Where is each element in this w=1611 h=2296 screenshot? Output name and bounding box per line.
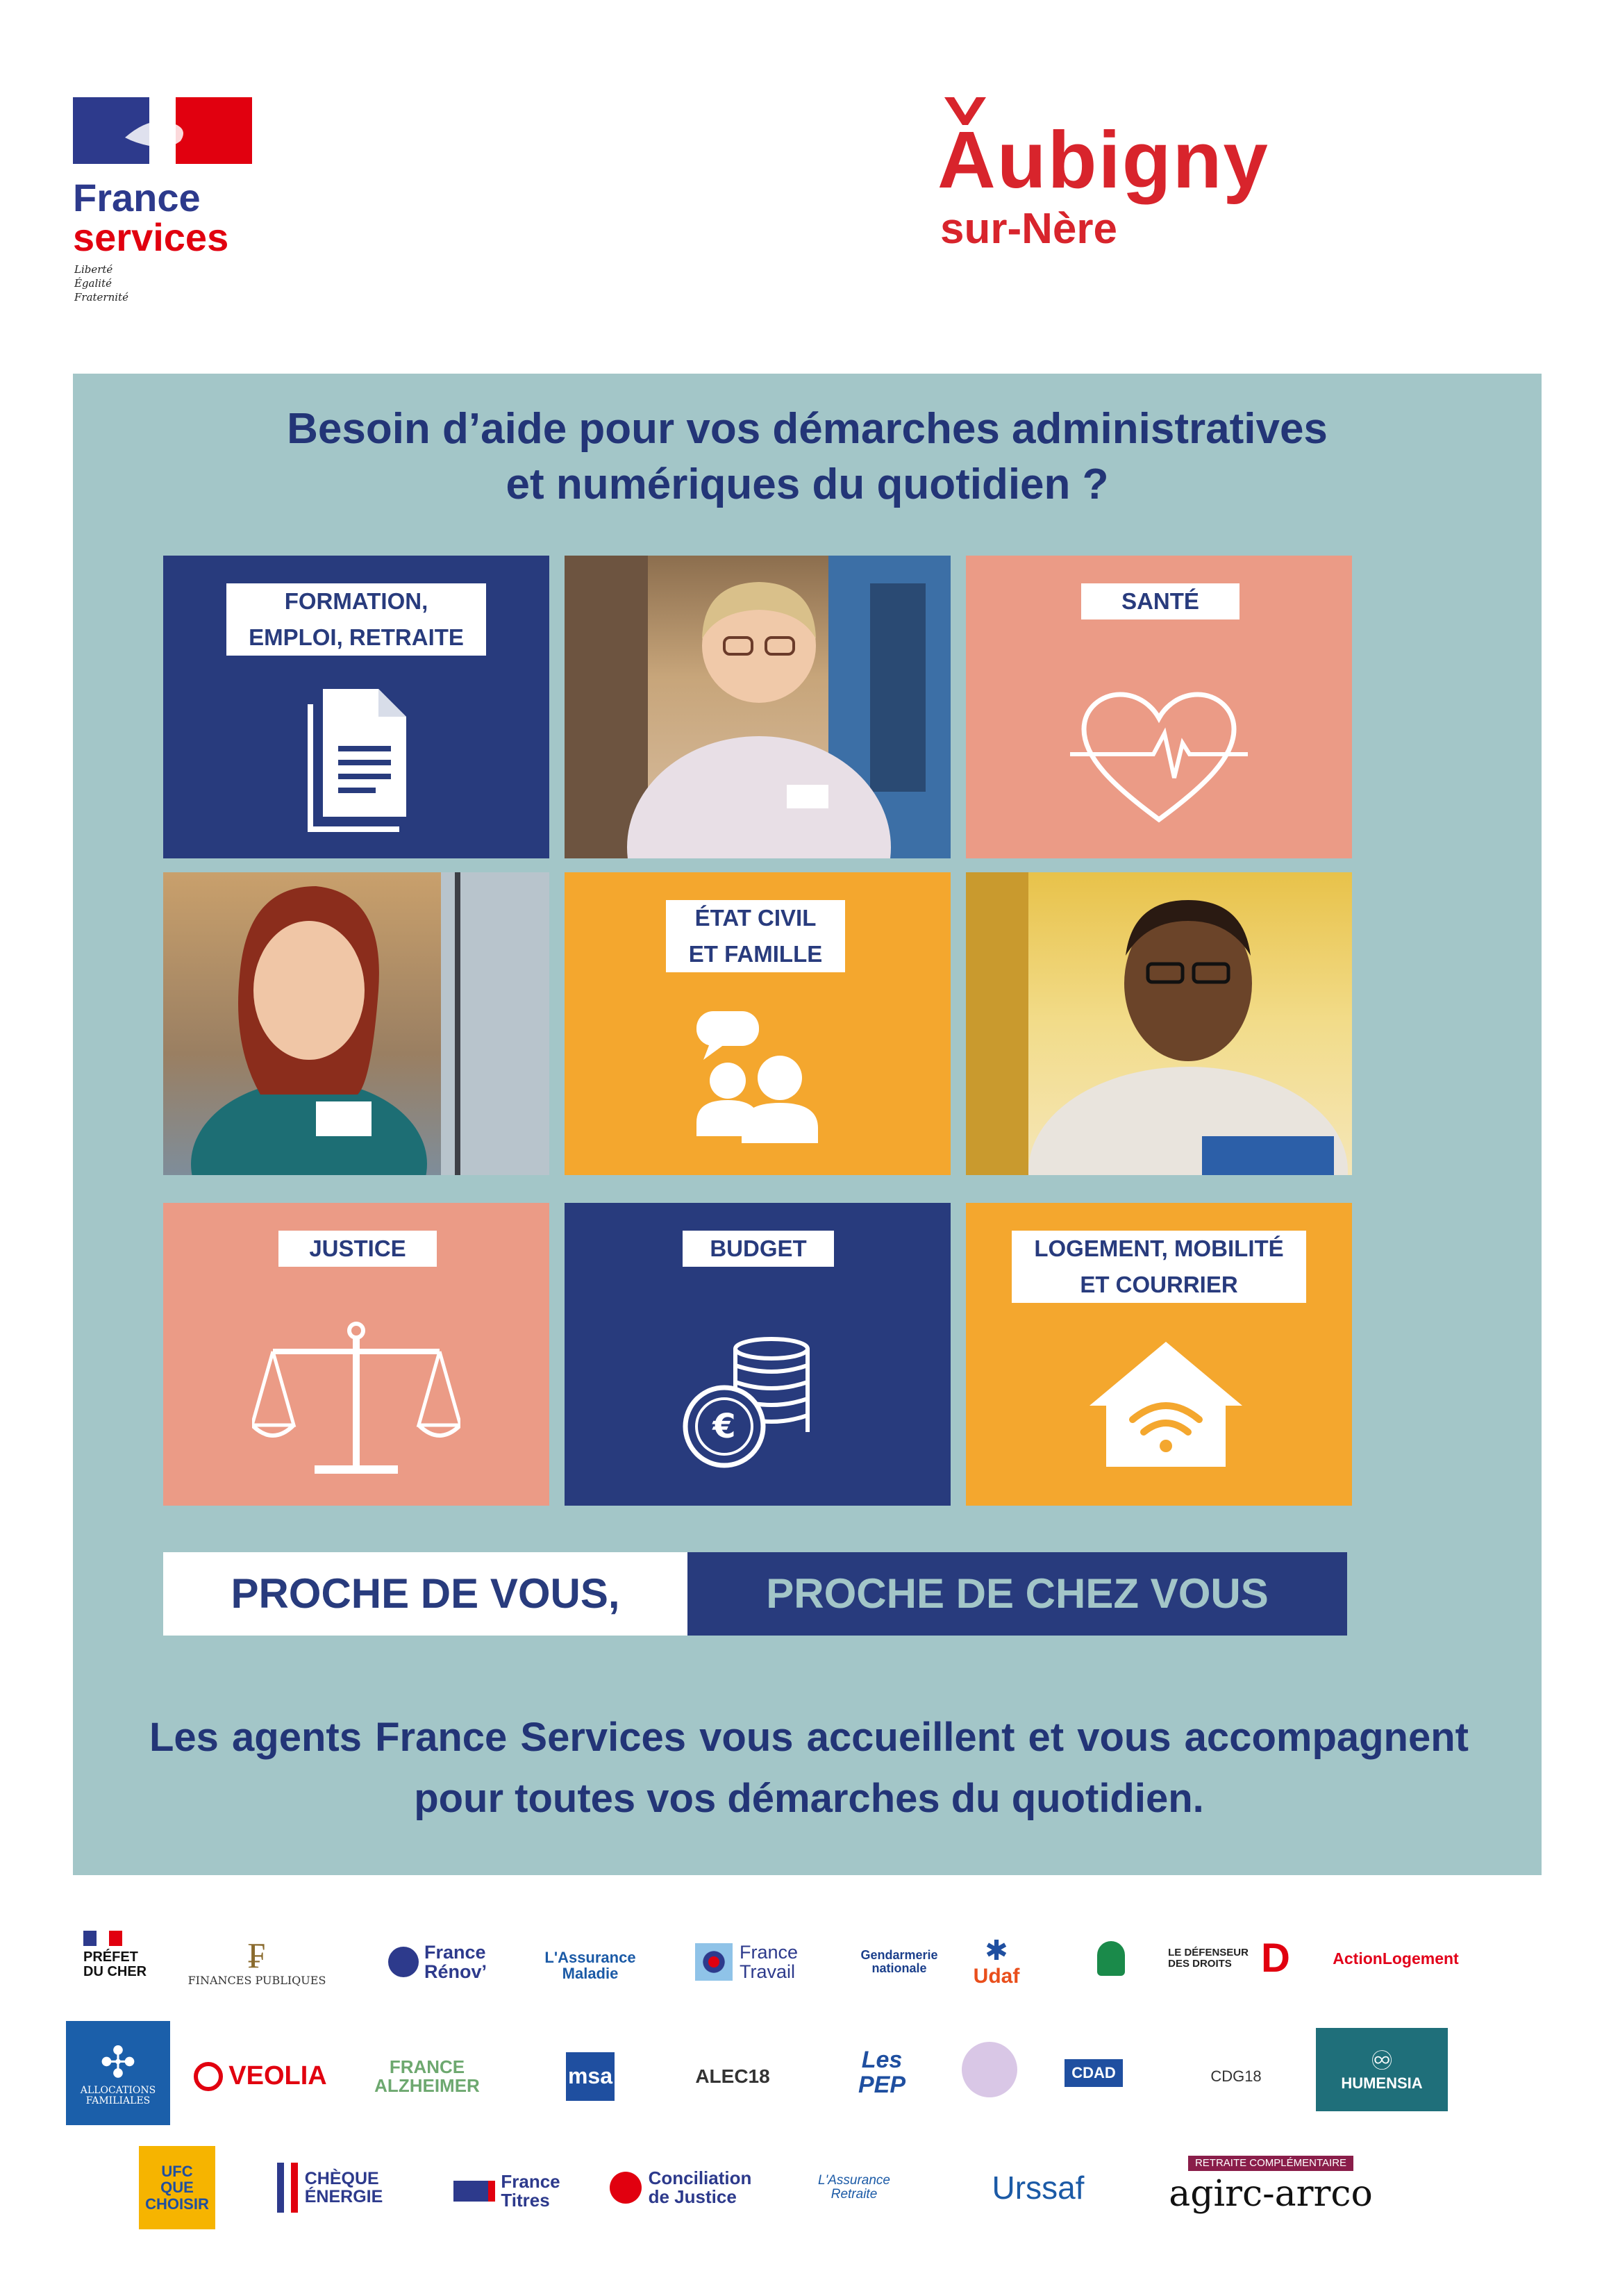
partner-conciliation-justice: Conciliation de Justice (604, 2160, 757, 2215)
photo-man-glasses (966, 872, 1352, 1175)
photo-woman-glasses (565, 556, 951, 858)
partner-ufc-que-choisir: UFC QUE CHOISIR (139, 2146, 215, 2229)
conciliation-icon (610, 2172, 642, 2204)
partner-msa: msa (528, 2042, 653, 2111)
partner-assurance-maladie: L'Assurance Maladie (544, 1948, 636, 1982)
prefet-flag-icon (83, 1931, 122, 1946)
aubigny-subtitle: sur-Nère (940, 205, 1117, 253)
document-icon (302, 682, 413, 835)
tile-logement (966, 1203, 1352, 1506)
tile-sante (966, 556, 1352, 858)
partner-cheque-energie: CHÈQUE ÉNERGIE (257, 2153, 403, 2222)
partner-cdg18: CDG18 (1210, 2068, 1262, 2086)
tile-etat-civil-label: ÉTAT CIVIL ET FAMILLE (666, 900, 845, 972)
tile-formation (163, 556, 549, 858)
aubigny-logo (937, 94, 1354, 274)
tile-formation-label: FORMATION, EMPLOI, RETRAITE (226, 583, 486, 656)
people-speech-icon (696, 1011, 828, 1143)
defenseur-d-icon: D (1260, 1935, 1290, 1981)
info-panel (73, 374, 1542, 1875)
marianne-profile-icon (111, 110, 215, 156)
finances-fp-icon: ₣ (248, 1935, 266, 1977)
france-services-logo (73, 97, 260, 326)
partner-defenseur-des-droits: LE DÉFENSEUR DES DROITS D (1168, 1935, 1290, 1981)
partner-agirc-arrco: RETRAITE COMPLÉMENTAIRE agirc-arrco (1169, 2156, 1373, 2215)
body-text: Les agents France Services vous accueillent et vous accompagnent pour toutes vos démarches du quotidien. (149, 1715, 1469, 1821)
tagline-left: PROCHE DE VOUS, (163, 1552, 687, 1636)
partner-alec18: ALEC18 (695, 2065, 770, 2088)
humensia-icon: ♾ (1369, 2046, 1394, 2076)
france-services-line1: France (73, 176, 201, 219)
man-glasses-illustration (966, 872, 1352, 1175)
veolia-icon (194, 2062, 223, 2091)
france-services-line2: services (73, 215, 229, 259)
partner-caf: ✣ ALLOCATIONS FAMILIALES (66, 2021, 170, 2125)
partner-france-travail: France Travail (681, 1931, 812, 1993)
partner-les-pep: Les PEP (858, 2047, 906, 2098)
caf-icon: ✣ (100, 2038, 136, 2087)
cheque-energie-flag-icon (277, 2163, 298, 2213)
tile-budget (565, 1203, 951, 1506)
partner-france-titres: France Titres (437, 2167, 576, 2215)
partner-france-renov: France Rénov’ (368, 1924, 507, 2000)
partner-cdad: CDAD (1035, 2049, 1153, 2097)
scales-icon (252, 1321, 460, 1481)
partner-prefet-du-cher: PRÉFET DU CHER (83, 1917, 194, 1993)
partner-udaf: ✱ Udaf (973, 1936, 1020, 1988)
house-wifi-icon (1090, 1342, 1242, 1467)
france-travail-icon (695, 1943, 733, 1981)
aubigny-title: Aubigny (937, 115, 1269, 205)
france-titres-icon (453, 2181, 495, 2202)
point-justice-icon (1097, 1941, 1125, 1976)
tile-justice-label: JUSTICE (278, 1231, 437, 1267)
partner-action-logement: ActionLogement (1333, 1949, 1459, 1968)
partner-humensia: ♾ HUMENSIA (1316, 2028, 1448, 2111)
heart-pulse-icon (1070, 688, 1248, 826)
panel-headline: Besoin d’aide pour vos démarches administratives et numériques du quotidien ? (287, 405, 1328, 508)
tile-logement-label: LOGEMENT, MOBILITÉ ET COURRIER (1012, 1231, 1306, 1303)
udaf-icon: ✱ (985, 1936, 1008, 1967)
woman-smiling-illustration (163, 872, 549, 1175)
republic-motto: Liberté Égalité Fraternité (74, 263, 128, 303)
partner-veolia: VEOLIA (184, 2056, 337, 2097)
partner-mobile-icon (951, 2028, 1028, 2111)
photo-woman-smiling (163, 872, 549, 1175)
tile-etat-civil (565, 872, 951, 1175)
woman-glasses-illustration (565, 556, 951, 858)
partner-finances-publiques: ₣ FINANCES PUBLIQUES (187, 1935, 326, 1987)
tile-sante-label: SANTÉ (1081, 583, 1239, 619)
svg-text:€: € (712, 1407, 736, 1446)
coins-euro-icon (683, 1335, 821, 1474)
partner-assurance-retraite: L'Assurance Retraite (818, 2173, 890, 2202)
mobile-service-icon (962, 2042, 1017, 2097)
france-renov-icon (388, 1947, 419, 1977)
tile-justice (163, 1203, 549, 1506)
partner-gendarmerie: Gendarmerie nationale (860, 1948, 938, 1975)
tile-budget-label: BUDGET (683, 1231, 834, 1267)
tagline-right: PROCHE DE CHEZ VOUS (687, 1552, 1347, 1636)
partner-urssaf: Urssaf (992, 2169, 1085, 2206)
partner-france-alzheimer: FRANCE ALZHEIMER (374, 2056, 480, 2096)
partner-point-justice (1062, 1917, 1160, 2000)
